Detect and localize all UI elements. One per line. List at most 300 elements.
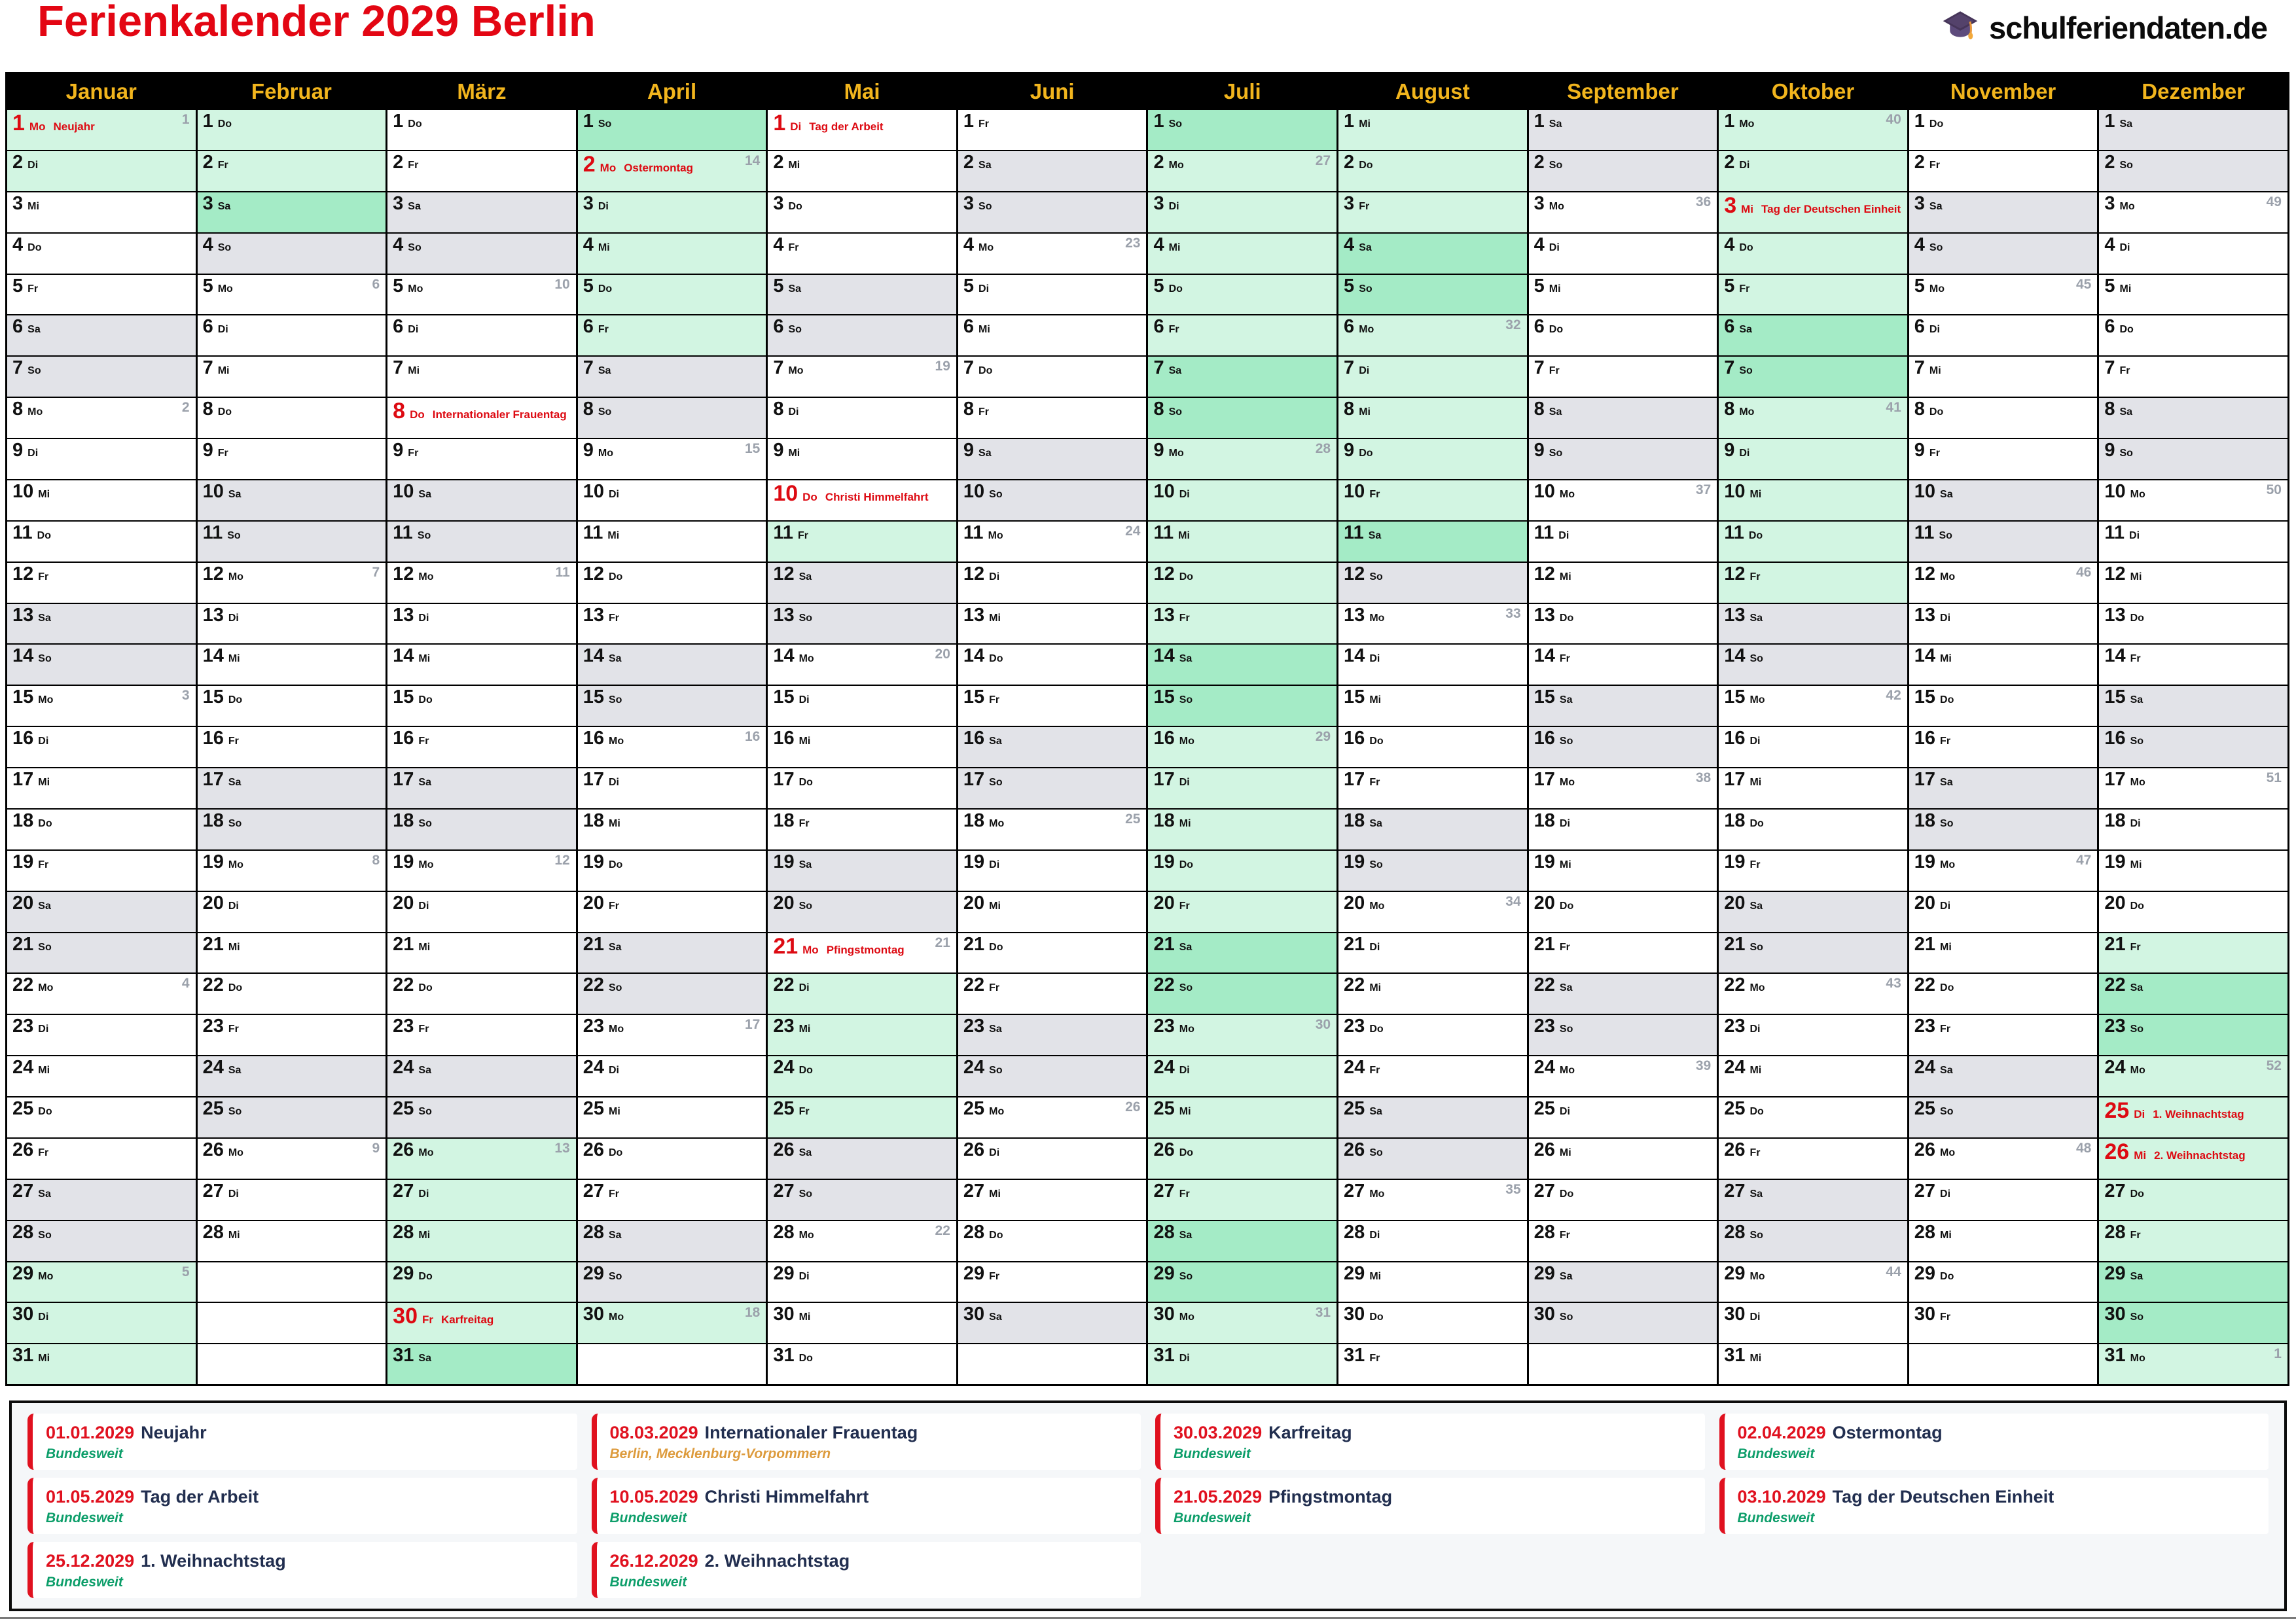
day-cell-April-23 xyxy=(578,1014,766,1055)
weekday-abbr: Do xyxy=(27,241,42,253)
day-number: 21 xyxy=(1914,933,1936,955)
weekday-abbr: Di xyxy=(798,1270,810,1282)
day-cell-November-30 xyxy=(1909,1302,2098,1343)
weekday-abbr: So xyxy=(38,653,52,665)
day-cell-Januar-30 xyxy=(7,1302,196,1343)
day-number: 21 xyxy=(1534,933,1555,955)
weekday-abbr: Sa xyxy=(798,859,812,870)
weekday-abbr: Sa xyxy=(609,1229,622,1241)
day-cell-Juli-4 xyxy=(1148,232,1336,274)
day-number: 10 xyxy=(393,480,414,502)
holiday-name: Tag der Arbeit xyxy=(809,120,884,133)
day-number: 4 xyxy=(202,234,213,255)
day-cell-Mai-24 xyxy=(768,1055,956,1096)
day-number: 29 xyxy=(1153,1262,1175,1284)
day-number: 26 xyxy=(773,1139,795,1160)
day-cell-Mai-18 xyxy=(768,808,956,849)
weekday-abbr: Mo xyxy=(1549,200,1564,212)
weekday-abbr: Di xyxy=(609,1065,619,1077)
day-number: 13 xyxy=(773,604,795,626)
day-number: 26 xyxy=(1153,1139,1175,1160)
day-number: 14 xyxy=(773,645,795,667)
legend-region: Bundesweit xyxy=(1737,1510,1815,1526)
day-number: 8 xyxy=(1534,399,1545,420)
weekday-abbr: Mo xyxy=(2119,200,2135,212)
day-number: 23 xyxy=(1344,1016,1365,1037)
day-number: 20 xyxy=(12,892,34,914)
week-number: 37 xyxy=(1695,482,1712,497)
day-cell-September-27 xyxy=(1529,1179,1717,1220)
day-number: 6 xyxy=(583,316,594,338)
day-number: 26 xyxy=(1724,1139,1746,1160)
day-number: 9 xyxy=(2104,440,2115,461)
day-cell-Juni-7 xyxy=(958,355,1147,397)
weekday-abbr: Mo xyxy=(1940,571,1956,582)
weekday-abbr: Sa xyxy=(228,488,242,500)
day-cell-April-28 xyxy=(578,1220,766,1261)
day-cell-September-11 xyxy=(1529,520,1717,562)
day-number: 30 xyxy=(2104,1304,2126,1325)
day-number: 1 xyxy=(2104,111,2115,132)
day-cell-Januar-21 xyxy=(7,932,196,973)
weekday-abbr: Mo xyxy=(798,1229,814,1241)
day-number: 19 xyxy=(1914,851,1936,872)
site-logo[interactable] xyxy=(1942,8,2267,48)
legend-item xyxy=(592,1478,1141,1534)
legend-item xyxy=(27,1478,577,1534)
day-cell-Februar-8 xyxy=(198,397,386,438)
day-cell-April-17 xyxy=(578,767,766,808)
day-number: 8 xyxy=(583,399,594,420)
day-number: 27 xyxy=(1534,1180,1555,1202)
weekday-abbr: Sa xyxy=(989,1311,1002,1323)
legend-region: Bundesweit xyxy=(1737,1446,1815,1462)
day-cell-April-15 xyxy=(578,685,766,726)
day-cell-April-24 xyxy=(578,1055,766,1096)
holiday-name: 2. Weihnachtstag xyxy=(2154,1149,2246,1162)
day-cell-Februar-2 xyxy=(198,150,386,191)
legend-holiday-name: Tag der Deutschen Einheit xyxy=(1832,1486,2054,1507)
weekday-abbr: Fr xyxy=(1369,1065,1380,1077)
day-number: 7 xyxy=(1534,357,1545,379)
weekday-abbr: So xyxy=(27,365,41,377)
day-cell-Januar-25 xyxy=(7,1096,196,1137)
day-cell-August-20 xyxy=(1338,891,1527,932)
day-number: 7 xyxy=(202,357,213,379)
weekday-abbr: Do xyxy=(1929,118,1944,130)
day-cell-Januar-28 xyxy=(7,1220,196,1261)
weekday-abbr: Do xyxy=(989,941,1003,953)
weekday-abbr: Mi xyxy=(978,324,990,336)
weekday-abbr: Mo xyxy=(609,1024,624,1035)
weekday-abbr: Mo xyxy=(1369,900,1385,912)
weekday-abbr: Do xyxy=(609,1147,623,1158)
weekday-abbr: Do xyxy=(1748,529,1763,541)
weekday-abbr: Do xyxy=(2130,900,2144,912)
weekday-abbr: Do xyxy=(1359,448,1373,459)
day-number: 16 xyxy=(583,728,604,749)
day-number: 13 xyxy=(1914,604,1936,626)
day-number: 7 xyxy=(773,357,784,379)
weekday-abbr: Mi xyxy=(989,1188,1001,1200)
day-cell-Januar-22 xyxy=(7,972,196,1014)
day-number: 13 xyxy=(2104,604,2126,626)
day-number: 27 xyxy=(583,1180,604,1202)
day-number: 3 xyxy=(963,192,975,214)
legend-date: 01.05.2029 xyxy=(46,1486,135,1507)
week-number: 11 xyxy=(555,564,570,580)
day-cell-Oktober-18 xyxy=(1719,808,1907,849)
day-cell-November-28 xyxy=(1909,1220,2098,1261)
weekday-abbr: Do xyxy=(788,200,802,212)
day-number: 13 xyxy=(202,604,224,626)
day-cell-Dezember-4 xyxy=(2099,232,2287,274)
day-number: 4 xyxy=(12,234,24,255)
day-number: 18 xyxy=(773,810,795,831)
weekday-abbr: So xyxy=(418,817,432,829)
weekday-abbr: So xyxy=(1940,817,1954,829)
legend-region: Bundesweit xyxy=(609,1575,687,1590)
weekday-abbr: Mi xyxy=(607,529,620,541)
day-cell-Februar-11 xyxy=(198,520,386,562)
weekday-abbr: Fr xyxy=(1179,1188,1190,1200)
day-number: 17 xyxy=(1153,769,1175,790)
day-cell-Februar-18 xyxy=(198,808,386,849)
day-cell-September-29 xyxy=(1529,1261,1717,1302)
weekday-abbr: Mo xyxy=(1559,777,1575,788)
day-number: 23 xyxy=(583,1016,604,1037)
weekday-abbr: Do xyxy=(1559,1188,1574,1200)
day-number: 19 xyxy=(202,851,224,872)
day-cell-Januar-1 xyxy=(7,109,196,150)
legend-item-title xyxy=(610,1487,1128,1507)
day-number: 12 xyxy=(202,563,224,584)
weekday-abbr: Mi xyxy=(228,653,240,665)
month-header: März xyxy=(387,74,576,109)
day-cell-August-25 xyxy=(1338,1096,1527,1137)
weekday-abbr: Sa xyxy=(2130,694,2144,706)
day-cell-Oktober-16 xyxy=(1719,726,1907,767)
day-cell-März-16 xyxy=(387,726,576,767)
day-number: 6 xyxy=(1724,316,1735,338)
week-number: 9 xyxy=(372,1140,380,1156)
day-cell-Mai-25 xyxy=(768,1096,956,1137)
day-number: 9 xyxy=(1534,440,1545,461)
weekday-abbr: Mi xyxy=(2130,571,2142,582)
day-number: 22 xyxy=(963,974,985,996)
day-cell-Juni-6 xyxy=(958,314,1147,355)
day-number: 8 xyxy=(1914,399,1925,420)
day-number: 5 xyxy=(1153,275,1164,296)
weekday-abbr: Sa xyxy=(1940,1065,1953,1077)
day-number: 18 xyxy=(2104,810,2126,831)
day-cell-November-3 xyxy=(1909,191,2098,232)
weekday-abbr: Mo xyxy=(1940,1147,1956,1158)
day-number: 9 xyxy=(1344,440,1355,461)
weekday-abbr: Mi xyxy=(1369,694,1382,706)
day-number: 30 xyxy=(1724,1304,1746,1325)
day-number: 22 xyxy=(202,974,224,996)
day-number: 4 xyxy=(1153,234,1164,255)
weekday-abbr: Di xyxy=(788,406,799,418)
day-cell-November-25 xyxy=(1909,1096,2098,1137)
month-column-März xyxy=(386,74,576,1384)
day-cell-Januar-16 xyxy=(7,726,196,767)
day-cell-August-29 xyxy=(1338,1261,1527,1302)
weekday-abbr: Di xyxy=(1168,200,1179,212)
day-cell-Juli-7 xyxy=(1148,355,1336,397)
weekday-abbr: Di xyxy=(798,982,810,994)
weekday-abbr: Mo xyxy=(1168,448,1184,459)
day-number: 9 xyxy=(1153,440,1164,461)
day-number: 8 xyxy=(2104,399,2115,420)
day-number: 29 xyxy=(773,1262,795,1284)
weekday-abbr: Do xyxy=(1929,406,1944,418)
day-cell-August-18 xyxy=(1338,808,1527,849)
day-cell-Juli-19 xyxy=(1148,849,1336,891)
weekday-abbr: Do xyxy=(1369,1311,1384,1323)
day-number: 29 xyxy=(1344,1262,1365,1284)
day-cell-Dezember-1 xyxy=(2099,109,2287,150)
legend-item xyxy=(27,1414,577,1470)
weekday-abbr: Sa xyxy=(2130,1270,2144,1282)
weekday-abbr: So xyxy=(989,488,1003,500)
weekday-abbr: Do xyxy=(2130,612,2144,624)
weekday-abbr: Do xyxy=(38,817,52,829)
day-cell-Oktober-2 xyxy=(1719,150,1907,191)
month-column-Januar xyxy=(7,74,196,1384)
day-cell-April-18 xyxy=(578,808,766,849)
day-number: 5 xyxy=(583,275,594,296)
weekday-abbr: Sa xyxy=(418,777,431,788)
weekday-abbr: Di xyxy=(1749,1311,1761,1323)
day-number: 1 xyxy=(393,111,404,132)
day-number: 6 xyxy=(1153,316,1164,338)
weekday-abbr: Di xyxy=(989,859,1000,870)
weekday-abbr: Mi xyxy=(38,488,50,500)
day-number: 5 xyxy=(1724,275,1735,296)
day-number: 4 xyxy=(583,234,594,255)
day-cell-Februar-16 xyxy=(198,726,386,767)
empty-cell-April xyxy=(578,1343,766,1384)
weekday-abbr: Mo xyxy=(408,283,423,294)
day-cell-April-26 xyxy=(578,1137,766,1179)
day-number: 26 xyxy=(202,1139,224,1160)
weekday-abbr: So xyxy=(228,1106,242,1117)
day-cell-Oktober-12 xyxy=(1719,562,1907,603)
weekday-abbr: Di xyxy=(598,200,609,212)
weekday-abbr: Mi xyxy=(408,365,420,377)
weekday-abbr: Fr xyxy=(1749,859,1761,870)
day-number: 1 xyxy=(1344,111,1355,132)
day-number: 21 xyxy=(583,933,604,955)
day-number: 8 xyxy=(963,399,975,420)
day-cell-Juli-28 xyxy=(1148,1220,1336,1261)
empty-cell-Juni xyxy=(958,1343,1147,1384)
weekday-abbr: Mi xyxy=(2130,859,2142,870)
week-number: 36 xyxy=(1695,194,1712,209)
day-cell-März-20 xyxy=(387,891,576,932)
weekday-abbr: Sa xyxy=(38,612,51,624)
day-number: 14 xyxy=(1914,645,1936,667)
month-column-August xyxy=(1336,74,1527,1384)
day-number: 26 xyxy=(2104,1139,2130,1164)
day-number: 25 xyxy=(202,1098,224,1119)
day-number: 12 xyxy=(1344,563,1365,584)
weekday-abbr: So xyxy=(1929,241,1943,253)
weekday-abbr: Fr xyxy=(1929,448,1940,459)
weekday-abbr: Di xyxy=(1940,900,1951,912)
day-number: 16 xyxy=(1914,728,1936,749)
weekday-abbr: Mi xyxy=(2134,1149,2147,1162)
weekday-abbr: Mi xyxy=(228,1229,240,1241)
weekday-abbr: Fr xyxy=(2130,653,2141,665)
day-cell-Juni-19 xyxy=(958,849,1147,891)
weekday-abbr: So xyxy=(1749,941,1763,953)
legend-item-title xyxy=(1174,1487,1692,1507)
day-cell-September-3 xyxy=(1529,191,1717,232)
weekday-abbr: Mo xyxy=(418,1147,434,1158)
day-cell-Oktober-1 xyxy=(1719,109,1907,150)
weekday-abbr: Do xyxy=(1179,859,1194,870)
day-cell-Oktober-5 xyxy=(1719,274,1907,315)
day-number: 30 xyxy=(12,1304,34,1325)
weekday-abbr: Fr xyxy=(609,612,619,624)
weekday-abbr: Fr xyxy=(797,529,808,541)
day-number: 16 xyxy=(202,728,224,749)
weekday-abbr: Di xyxy=(418,612,429,624)
weekday-abbr: Sa xyxy=(1549,406,1562,418)
weekday-abbr: Di xyxy=(1179,488,1190,500)
weekday-abbr: Fr xyxy=(1559,653,1570,665)
day-cell-Januar-14 xyxy=(7,643,196,685)
day-cell-September-25 xyxy=(1529,1096,1717,1137)
week-number: 20 xyxy=(935,647,950,662)
day-cell-Mai-10 xyxy=(768,479,956,520)
weekday-abbr: Di xyxy=(1558,529,1570,541)
weekday-abbr: So xyxy=(798,1188,813,1200)
day-number: 29 xyxy=(393,1262,414,1284)
day-number: 14 xyxy=(1153,645,1175,667)
day-cell-März-2 xyxy=(387,150,576,191)
day-cell-Februar-26 xyxy=(198,1137,386,1179)
month-header: August xyxy=(1338,74,1527,109)
day-number: 4 xyxy=(393,234,404,255)
day-cell-April-16 xyxy=(578,726,766,767)
day-number: 2 xyxy=(773,151,784,173)
day-cell-September-2 xyxy=(1529,150,1717,191)
week-number: 7 xyxy=(372,564,380,580)
day-number: 24 xyxy=(393,1057,414,1079)
day-cell-November-17 xyxy=(1909,767,2098,808)
day-cell-März-4 xyxy=(387,232,576,274)
day-number: 25 xyxy=(583,1098,604,1119)
weekday-abbr: Sa xyxy=(1940,488,1953,500)
day-cell-Juli-3 xyxy=(1148,191,1336,232)
weekday-abbr: Mo xyxy=(1739,406,1755,418)
day-number: 19 xyxy=(2104,851,2126,872)
legend-item xyxy=(592,1542,1141,1598)
weekday-abbr: Di xyxy=(798,694,810,706)
day-number: 11 xyxy=(1153,522,1174,543)
week-number: 50 xyxy=(2266,482,2282,497)
day-cell-März-3 xyxy=(387,191,576,232)
weekday-abbr: Di xyxy=(228,612,239,624)
day-number: 22 xyxy=(1534,974,1555,996)
day-number: 5 xyxy=(963,275,975,296)
weekday-abbr: Do xyxy=(1559,612,1574,624)
weekday-abbr: Do xyxy=(1940,694,1954,706)
weekday-abbr: Sa xyxy=(1168,365,1182,377)
weekday-abbr: Sa xyxy=(989,736,1002,747)
day-number: 12 xyxy=(1724,563,1746,584)
day-number: 3 xyxy=(202,192,213,214)
weekday-abbr: Fr xyxy=(989,1270,1000,1282)
week-number: 23 xyxy=(1125,235,1141,251)
day-cell-Mai-9 xyxy=(768,438,956,479)
weekday-abbr: Sa xyxy=(798,1147,812,1158)
day-cell-Dezember-23 xyxy=(2099,1014,2287,1055)
day-number: 27 xyxy=(1344,1180,1365,1202)
day-number: 21 xyxy=(393,933,414,955)
day-number: 14 xyxy=(963,645,985,667)
weekday-abbr: Mo xyxy=(1749,1270,1765,1282)
day-cell-April-13 xyxy=(578,603,766,644)
day-cell-Januar-27 xyxy=(7,1179,196,1220)
weekday-abbr: Fr xyxy=(1168,324,1179,336)
month-column-April xyxy=(576,74,766,1384)
day-cell-Februar-24 xyxy=(198,1055,386,1096)
empty-cell-Februar xyxy=(198,1261,386,1302)
weekday-abbr: Mo xyxy=(1749,694,1765,706)
day-cell-August-1 xyxy=(1338,109,1527,150)
week-number: 47 xyxy=(2076,852,2092,868)
weekday-abbr: So xyxy=(38,941,52,953)
weekday-abbr: Fr xyxy=(1559,1229,1570,1241)
day-cell-Juli-12 xyxy=(1148,562,1336,603)
page-title: Ferienkalender 2029 Berlin xyxy=(37,0,596,46)
weekday-abbr: Do xyxy=(1739,241,1753,253)
day-cell-September-24 xyxy=(1529,1055,1717,1096)
day-cell-Juni-8 xyxy=(958,397,1147,438)
weekday-abbr: So xyxy=(1549,448,1563,459)
day-number: 29 xyxy=(12,1262,34,1284)
day-cell-August-30 xyxy=(1338,1302,1527,1343)
day-cell-Mai-30 xyxy=(768,1302,956,1343)
day-number: 15 xyxy=(1914,687,1936,708)
day-cell-Juni-22 xyxy=(958,972,1147,1014)
day-number: 9 xyxy=(1914,440,1925,461)
weekday-abbr: Sa xyxy=(2119,118,2133,130)
weekday-abbr: Di xyxy=(38,1311,49,1323)
day-number: 19 xyxy=(1534,851,1555,872)
day-cell-Januar-20 xyxy=(7,891,196,932)
day-number: 11 xyxy=(963,522,984,543)
day-number: 11 xyxy=(12,522,33,543)
weekday-abbr: Mo xyxy=(988,529,1003,541)
day-number: 25 xyxy=(1534,1098,1555,1119)
day-cell-September-13 xyxy=(1529,603,1717,644)
day-cell-August-10 xyxy=(1338,479,1527,520)
day-cell-Dezember-29 xyxy=(2099,1261,2287,1302)
month-header: Juli xyxy=(1148,74,1336,109)
weekday-abbr: Mi xyxy=(1940,653,1952,665)
day-cell-August-17 xyxy=(1338,767,1527,808)
day-cell-Oktober-14 xyxy=(1719,643,1907,685)
day-number: 18 xyxy=(1344,810,1365,831)
holiday-name: Pfingstmontag xyxy=(826,943,905,956)
weekday-abbr: Mi xyxy=(418,653,431,665)
